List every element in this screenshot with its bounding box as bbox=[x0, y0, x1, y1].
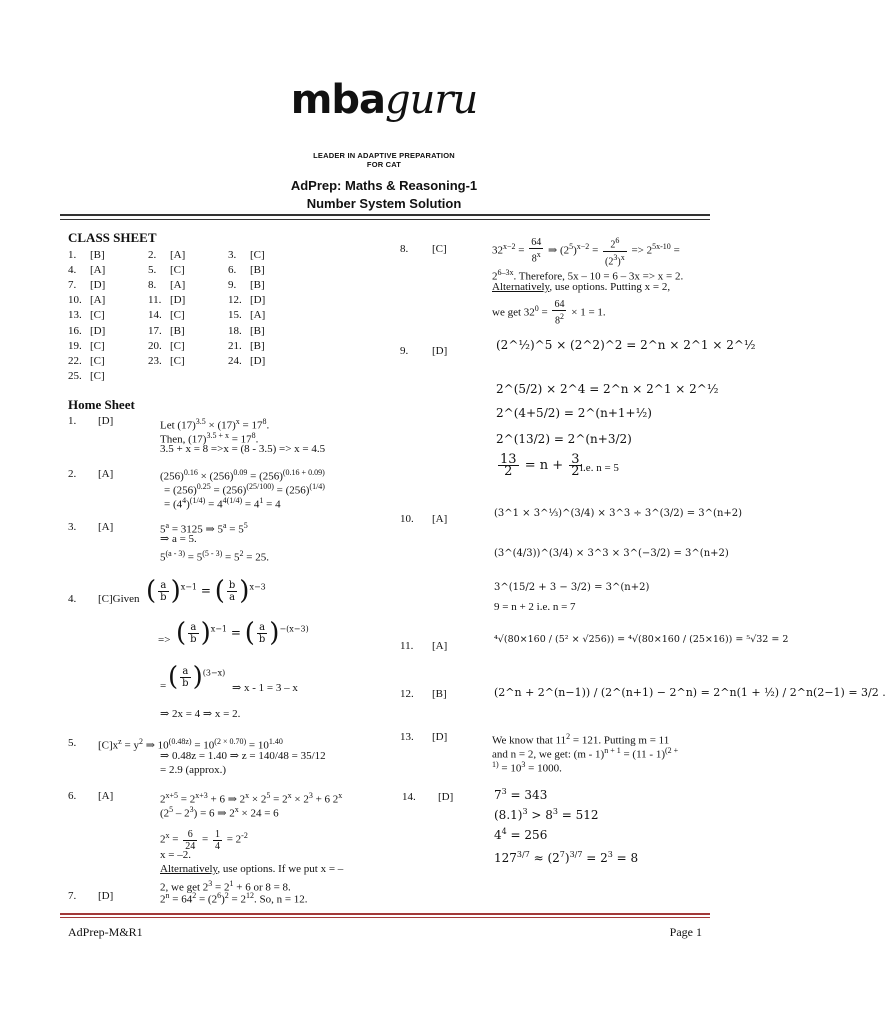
question-number: 7. bbox=[68, 890, 77, 902]
solution-line: $2^x$ = $\frac{6}{24}$ = $\frac{1}{4}$ = $2^{-2}$ bbox=[160, 828, 248, 852]
question-number: 5. bbox=[68, 737, 77, 749]
document-subtitle: Number System Solution bbox=[306, 196, 462, 211]
question-number: 11. bbox=[148, 294, 162, 307]
solution-line: i.e. n = 5 bbox=[580, 462, 619, 474]
answer-option: [D] bbox=[432, 731, 448, 743]
solution-line: $(2^5 - 2^3) = 6$ ⇒ $2^x \times 24 = 6$ bbox=[160, 805, 279, 820]
solution-line: and n = 2, we get: (m - 1)$^{n + 1}$ = (11 - 1)$^{(2 +}$ bbox=[492, 746, 679, 761]
mbaguru-logo bbox=[0, 78, 768, 122]
math-expression: 2^(5/2) × 2^4 = 2^n × 2^1 × 2^½ bbox=[496, 382, 719, 396]
math-expression: $7^3 = 343$ bbox=[494, 787, 548, 802]
answer-cell bbox=[68, 249, 148, 261]
solution-line: 3.5 + x = 8 =>x = (8 - 3.5) => x = 4.5 bbox=[160, 443, 326, 455]
question-number: 2. bbox=[68, 468, 77, 480]
answer-option: [A] bbox=[432, 640, 448, 652]
answer-option: [C] bbox=[432, 243, 447, 255]
math-expression: ( $\frac{a}{b}$ )$^{(3-x)}$ bbox=[168, 662, 226, 692]
logo-text-guru: guru bbox=[385, 77, 478, 123]
solution-line: ⇒ x - 1 = 3 – x bbox=[232, 682, 298, 694]
solution-line: $5^a = 3125$ ⇒ $5^a = 5^5$ bbox=[160, 521, 248, 536]
home-sheet-heading: Home Sheet bbox=[68, 397, 135, 412]
answer-option: [C]Given bbox=[98, 593, 140, 605]
page-number: Page 1 bbox=[669, 925, 702, 939]
answer-option: [D] bbox=[250, 354, 266, 367]
question-number: 12. bbox=[228, 294, 242, 307]
answer-cell bbox=[148, 264, 228, 276]
math-expression: 2^(4+5/2) = 2^(n+1+½) bbox=[496, 406, 652, 420]
question-number: 4. bbox=[68, 263, 77, 276]
footer-rule bbox=[60, 913, 710, 915]
answer-cell bbox=[68, 264, 148, 276]
solution-line: Then, $(17)^{3.5 + x} = 17^8$. bbox=[160, 431, 259, 446]
class-sheet-answers bbox=[68, 247, 308, 384]
solution-line: Alternatively, use options. Putting x = 2, bbox=[492, 281, 671, 293]
math-expression: ⁴√(80×160 / (5² × √256)) = ⁴√(80×160 / (25×16)) = ⁵√32 = 2 bbox=[494, 634, 789, 645]
header-rule bbox=[60, 214, 710, 216]
answer-cell bbox=[148, 279, 228, 291]
solution-line: Let $(17)^{3.5} \times (17)^x = 17^8$. bbox=[160, 417, 270, 432]
answer-option: [B] bbox=[250, 324, 265, 337]
solution-line: ⇒ 2x = 4 ⇒ x = 2. bbox=[160, 708, 241, 720]
solution-line: ⇒ 0.48z = 1.40 ⇒ z = 140/48 = 35/12 bbox=[160, 750, 326, 762]
question-number: 22. bbox=[68, 354, 82, 367]
answer-cell bbox=[148, 249, 228, 261]
answer-cell bbox=[228, 264, 308, 276]
answer-cell bbox=[68, 294, 148, 306]
answer-option: [B] bbox=[250, 339, 265, 352]
answer-option: [C] bbox=[170, 263, 185, 276]
math-expression: 2^(13/2) = 2^(n+3/2) bbox=[496, 432, 632, 446]
solution-line: $2^n = 64^2 = (2^6)^2 = 2^{12}$. So, n = 12. bbox=[160, 891, 308, 906]
answer-option: [B] bbox=[170, 324, 185, 337]
question-number: 20. bbox=[148, 339, 162, 352]
math-expression: (2^n + 2^(n−1)) / (2^(n+1) − 2^n) = 2^n(1 + ½) / 2^n(2−1) = 3/2 . bbox=[494, 686, 886, 699]
solution-line: $^{1)} = 10^3 = 1000$. bbox=[492, 760, 562, 775]
question-number: 10. bbox=[400, 513, 414, 525]
answer-row bbox=[68, 308, 308, 323]
document-title: AdPrep: Maths & Reasoning-1 bbox=[290, 178, 478, 193]
answer-row bbox=[68, 353, 308, 368]
answer-cell bbox=[148, 309, 228, 321]
answer-row bbox=[68, 369, 308, 384]
question-number: 1. bbox=[68, 248, 77, 261]
question-number: 2. bbox=[148, 248, 157, 261]
solution-line: = $(256)^{0.25} = (256)^{(25/100)} = (256)^{(1/4)}$ bbox=[164, 482, 325, 497]
header-rule-thin bbox=[60, 219, 710, 220]
answer-option: [C] bbox=[90, 370, 105, 383]
solution-line: 9 = n + 2 i.e. n = 7 bbox=[494, 601, 576, 613]
question-number: 25. bbox=[68, 370, 82, 383]
answer-cell bbox=[148, 340, 228, 352]
question-number: 7. bbox=[68, 278, 77, 291]
answer-row bbox=[68, 262, 308, 277]
answer-option: [B] bbox=[250, 263, 265, 276]
solution-line: 2, we get $2^3 = 2^1 + 6$ or 8 = 8. bbox=[160, 879, 291, 894]
question-number: 13. bbox=[400, 731, 414, 743]
answer-cell bbox=[228, 309, 308, 321]
answer-row bbox=[68, 338, 308, 353]
answer-cell bbox=[228, 279, 308, 291]
answer-option: [A] bbox=[170, 248, 186, 261]
answer-cell bbox=[68, 325, 148, 337]
answer-cell bbox=[68, 355, 148, 367]
math-expression: (2^½)^5 × (2^2)^2 = 2^n × 2^1 × 2^½ bbox=[496, 338, 756, 352]
answer-option: [D] bbox=[432, 345, 448, 357]
class-sheet-heading: CLASS SHEET bbox=[68, 230, 157, 245]
solution-line: => bbox=[158, 634, 171, 646]
solution-line: We know that $11^2 = 121$. Putting m = 11 bbox=[492, 732, 670, 747]
answer-option: [C] bbox=[90, 354, 105, 367]
question-number: 11. bbox=[400, 640, 414, 652]
math-expression: (3^(4/3))^(3/4) × 3^3 × 3^(−3/2) = 3^(n+2) bbox=[494, 548, 729, 559]
question-number: 4. bbox=[68, 593, 77, 605]
answer-option: [C] bbox=[170, 354, 185, 367]
solution-line: x = –2. bbox=[160, 849, 191, 861]
question-number: 23. bbox=[148, 354, 162, 367]
question-number: 17. bbox=[148, 324, 162, 337]
tagline-line2: FOR CAT bbox=[366, 160, 402, 169]
footer-rule-thin bbox=[60, 917, 710, 918]
math-expression: $127^{3/7} \approx (2^7)^{3/7} = 2^3 = 8$ bbox=[494, 850, 639, 865]
answer-cell bbox=[228, 355, 308, 367]
answer-option: [A] bbox=[98, 521, 114, 533]
question-number: 14. bbox=[148, 309, 162, 322]
answer-row bbox=[68, 277, 308, 292]
answer-option: [D] bbox=[90, 324, 106, 337]
answer-option: [C] bbox=[170, 339, 185, 352]
math-expression: $(8.1)^3 > 8^3 = 512$ bbox=[494, 807, 599, 822]
question-number: 12. bbox=[400, 688, 414, 700]
question-number: 14. bbox=[402, 791, 416, 803]
answer-cell bbox=[148, 325, 228, 337]
answer-cell bbox=[228, 249, 308, 261]
answer-cell bbox=[68, 370, 148, 382]
solution-line: Alternatively, use options. If we put x = – bbox=[160, 863, 344, 875]
question-number: 5. bbox=[148, 263, 157, 276]
solution-line: $5^{(a - 3)} = 5^{(5 - 3)} = 5^2 = 25$. bbox=[160, 549, 269, 564]
answer-cell bbox=[228, 325, 308, 337]
solution-line: we get $32^0$ = $\frac{64}{8^2}$ × 1 = 1. bbox=[492, 299, 606, 327]
answer-cell bbox=[68, 279, 148, 291]
solution-line: ⇒ a = 5. bbox=[160, 533, 197, 545]
answer-cell bbox=[148, 355, 228, 367]
question-number: 3. bbox=[228, 248, 237, 261]
answer-option: [C] bbox=[90, 309, 105, 322]
answer-cell bbox=[228, 340, 308, 352]
answer-cell bbox=[68, 340, 148, 352]
answer-option: [A] bbox=[90, 263, 106, 276]
question-number: 6. bbox=[228, 263, 237, 276]
answer-option: [A] bbox=[98, 468, 114, 480]
answer-option: [A] bbox=[170, 278, 186, 291]
answer-option: [A] bbox=[98, 790, 114, 802]
question-number: 24. bbox=[228, 354, 242, 367]
question-number: 8. bbox=[148, 278, 157, 291]
question-number: 15. bbox=[228, 309, 242, 322]
answer-option: [D] bbox=[98, 415, 114, 427]
question-number: 1. bbox=[68, 415, 77, 427]
question-number: 9. bbox=[400, 345, 409, 357]
answer-option: [D] bbox=[90, 278, 106, 291]
answer-cell bbox=[68, 309, 148, 321]
answer-option: [D] bbox=[250, 294, 266, 307]
math-expression: ( $\frac{a}{b}$ )$^{x-1}$ = ( $\frac{a}{b}$ )$^{-(x-3)}$ bbox=[176, 618, 309, 648]
question-number: 6. bbox=[68, 790, 77, 802]
solution-line: = $(4^4)^{(1/4)} = 4^{4(1/4)} = 4^1 = 4$ bbox=[164, 496, 281, 511]
question-number: 16. bbox=[68, 324, 82, 337]
answer-option: [A] bbox=[250, 309, 266, 322]
answer-row bbox=[68, 293, 308, 308]
answer-option: [A] bbox=[90, 294, 106, 307]
question-number: 13. bbox=[68, 309, 82, 322]
answer-row bbox=[68, 247, 308, 262]
question-number: 8. bbox=[400, 243, 409, 255]
question-number: 10. bbox=[68, 294, 82, 307]
solution-line: $32^{x-2}$ = $\frac{64}{8^x}$ ⇒ $(2^5)^{x-2}$ = $\frac{2^6}{(2^3)^x}$ => $2^{5x-10}$ = bbox=[492, 236, 680, 267]
math-expression: ( $\frac{a}{b}$ )$^{x-1}$ = ( $\frac{b}{a}$ )$^{x-3}$ bbox=[146, 576, 266, 606]
question-number: 18. bbox=[228, 324, 242, 337]
solution-line: $[C]x^z = y^2$ ⇒ $10^{(0.48z)} = 10^{(2 \times 0.70)} = 10^{1.40}$ bbox=[98, 737, 283, 752]
answer-option: [B] bbox=[432, 688, 447, 700]
question-number: 21. bbox=[228, 339, 242, 352]
answer-option: [B] bbox=[90, 248, 105, 261]
answer-option: [B] bbox=[250, 278, 265, 291]
answer-option: [C] bbox=[170, 309, 185, 322]
answer-option: [D] bbox=[98, 890, 114, 902]
math-expression: 3^(15/2 + 3 − 3/2) = 3^(n+2) bbox=[494, 582, 650, 593]
solution-line: $2^{x+5} = 2^{x+3} + 6$ ⇒ $2^x \times 2^5 = 2^x \times 2^3 + 6$ 2$^x$ bbox=[160, 791, 343, 806]
logo-text-mba: mba bbox=[290, 77, 386, 123]
math-expression: $4^4 = 256$ bbox=[494, 827, 548, 842]
footer-doc-code: AdPrep-M&R1 bbox=[68, 925, 143, 939]
answer-row bbox=[68, 323, 308, 338]
solution-line: $2^{6-3x}$. Therefore, 5x – 10 = 6 – 3x => x = 2. bbox=[492, 268, 684, 283]
answer-cell bbox=[148, 294, 228, 306]
question-number: 19. bbox=[68, 339, 82, 352]
math-expression: (3^1 × 3^⅓)^(3/4) × 3^3 ÷ 3^(3/2) = 3^(n+2) bbox=[494, 508, 743, 519]
answer-option: [C] bbox=[250, 248, 265, 261]
solution-line: = 2.9 (approx.) bbox=[160, 764, 227, 776]
solution-line: = bbox=[160, 680, 167, 692]
answer-cell bbox=[228, 294, 308, 306]
answer-option: [A] bbox=[432, 513, 448, 525]
question-number: 3. bbox=[68, 521, 77, 533]
math-expression: $\frac{13}{2}$ = n + $\frac{3}{2}$ bbox=[500, 452, 580, 479]
answer-option: [C] bbox=[90, 339, 105, 352]
tagline-line1: LEADER IN ADAPTIVE PREPARATION bbox=[313, 151, 455, 160]
solution-line: $(256)^{0.16} \times (256)^{0.09} = (256)^{(0.16 + 0.09)}$ bbox=[160, 468, 325, 483]
answer-option: [D] bbox=[170, 294, 186, 307]
answer-option: [D] bbox=[438, 791, 454, 803]
question-number: 9. bbox=[228, 278, 237, 291]
